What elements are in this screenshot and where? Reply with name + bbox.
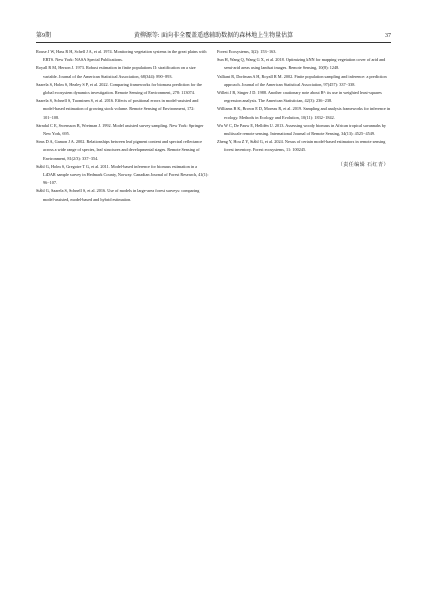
reference-item: Williams B K, Brown E D, Moreau R, et al. 2019. Sampling and analysis frameworks for inference in ecology. Methods in Ecology and Evolution, 10(11): 1832−1842. <box>217 106 391 120</box>
reference-item: Royall R M, Herson J. 1973. Robust estimation in finite populations II: stratification on a size variable. Journal of the American Statistical Association, 68(344): 890−893. <box>36 65 196 79</box>
reference-item: Ståhl G, Saarela S, Schnell S, et al. 2016. Use of models in large-area forest surveys: comparing model-assisted, model-based and hybrid estimation. <box>36 188 200 202</box>
reference-item: Ståhl G, Holm S, Gregoire T G, et al. 2011. Model-based inference for biomass estimation in a LiDAR sample survey in Hedmark County, Norway. Canadian Journal of Forest Research, 41(1): 96−107. <box>36 163 209 186</box>
reference-item: Willett J B, Singer J D. 1988. Another cautionary note about R²: its use in weighted least-squares regression analysis. The American Statistician, 42(3): 236−238. <box>217 90 382 104</box>
reference-item: Wu W C, De Pauw E, Helldén U. 2013. Assessing woody biomass in African tropical savannahs by multiscale remote sensing. International Journal of Remote Sensing, 34(13): 4525−4549. <box>217 122 386 137</box>
header-rule <box>36 42 391 43</box>
running-title: 黄柳源等: 面向非全覆盖遥感辅助数据的森林地上生物量估算 <box>133 33 294 39</box>
reference-item: Saarela S, Holm S, Healey S P, et al. 2022. Comparing frameworks for biomass prediction for the global ecosystem dynamics investigation. Remote Sensing of Environment, 278: 113074. <box>36 81 202 96</box>
editor-note: （责任编辑 石红青） <box>337 162 389 168</box>
references-column-right <box>217 48 391 170</box>
reference-item: Zheng Y, Hou Z Y, Ståhl G, et al. 2024. Nexus of certain model-based estimators in remote sensing forest inventory. Forest ecosystems, 11: 100245. <box>217 139 386 153</box>
reference-item: Forest Ecosystems, 3(2): 153−163. <box>217 49 277 54</box>
reference-item: Sims D A, Gamon J A. 2002. Relationships between leaf pigment content and spectral reflectance across a wide range of species, leaf structures and developmental stages. Remote Sensing of Environment, 81(2/3): 337−354. <box>36 139 203 161</box>
issue-number: 第9期 <box>36 33 52 39</box>
page-number: 37 <box>385 33 391 39</box>
reference-item: Sun H, Wang Q, Wang G X, et al. 2018. Optimizing kNN for mapping vegetation cover of arid and semi-arid areas using landsat images. Remote Sensing, 10(8): 1248. <box>217 57 386 71</box>
reference-item: Valliant R, Dorfman A H, Royall R M. 2002. Finite population sampling and inference: a prediction approach. Journal of the American Statistical Association, 97(457): 337−338. <box>217 73 387 87</box>
reference-item: Rouse J W, Hass R H, Schell J A, et al. 1974. Monitoring vegetation systems in the great plains with ERTS. New York: NASA Special Publications. <box>36 49 207 63</box>
running-header <box>36 30 391 42</box>
reference-item: Särndal C E, Swensson B, Wretman J. 1992. Model assisted survey sampling. New York: Springer New York, 695. <box>36 122 204 137</box>
references-column-left <box>36 48 210 204</box>
reference-item: Saarela S, Schnell S, Tuominen S, et al. 2016. Effects of positional errors in model-assisted and model-based estimation of growing stock volume. Remote Sensing of Environment, 172: 101−108. <box>36 98 199 120</box>
